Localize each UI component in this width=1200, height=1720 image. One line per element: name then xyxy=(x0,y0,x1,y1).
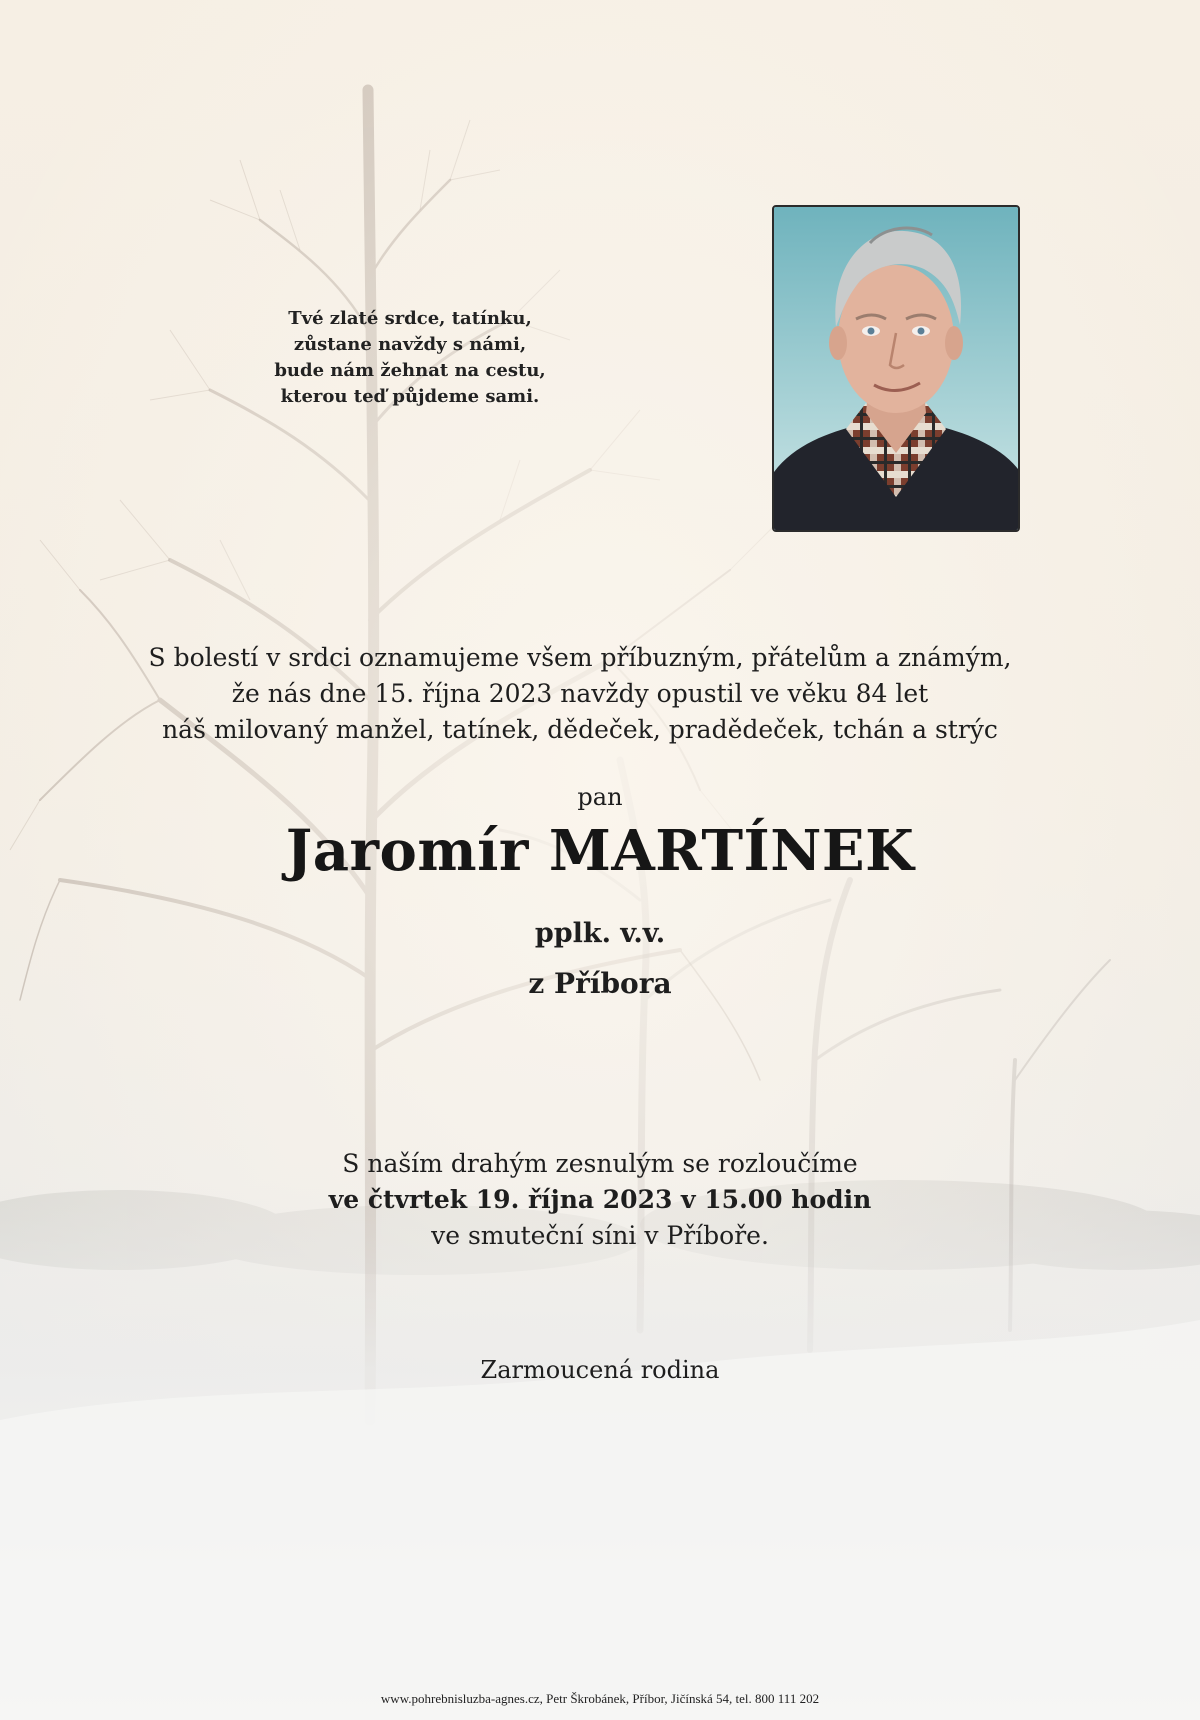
poem-line: bude nám žehnat na cestu, xyxy=(274,360,546,381)
funeral-date-time: ve čtvrtek 19. října 2023 v 15.00 hodin xyxy=(328,1185,872,1214)
announcement-line: že nás dne 15. října 2023 navždy opustil ve věku 84 let xyxy=(231,679,929,708)
memorial-poem xyxy=(200,306,620,410)
death-announcement xyxy=(60,640,1100,748)
poem-line: Tvé zlaté srdce, tatínku, xyxy=(288,308,532,329)
funeral-service-footer: www.pohrebnisluzba-agnes.cz, Petr Škrobánek, Příbor, Jičínská 54, tel. 800 111 202 xyxy=(380,1691,820,1706)
honorific: pan xyxy=(577,783,623,811)
funeral-intro: S naším drahým zesnulým se rozloučíme xyxy=(342,1149,858,1178)
deceased-name: Jaromír MARTÍNEK xyxy=(285,818,915,884)
funeral-venue: ve smuteční síni v Příboře. xyxy=(431,1221,769,1250)
family-signature: Zarmoucená rodina xyxy=(480,1356,720,1384)
portrait-photo xyxy=(772,205,1020,532)
poem-line: zůstane navždy s námi, xyxy=(293,334,527,355)
military-rank: pplk. v.v. xyxy=(534,918,666,949)
announcement-line: náš milovaný manžel, tatínek, dědeček, pradědeček, tchán a strýc xyxy=(162,715,998,744)
poem-line: kterou teď půjdeme sami. xyxy=(280,386,540,407)
hometown: z Příbora xyxy=(528,967,672,1000)
funeral-details xyxy=(0,1146,1200,1254)
portrait-photo-icon xyxy=(774,207,1018,530)
announcement-line: S bolestí v srdci oznamujeme všem příbuzným, přátelům a známým, xyxy=(148,643,1012,672)
